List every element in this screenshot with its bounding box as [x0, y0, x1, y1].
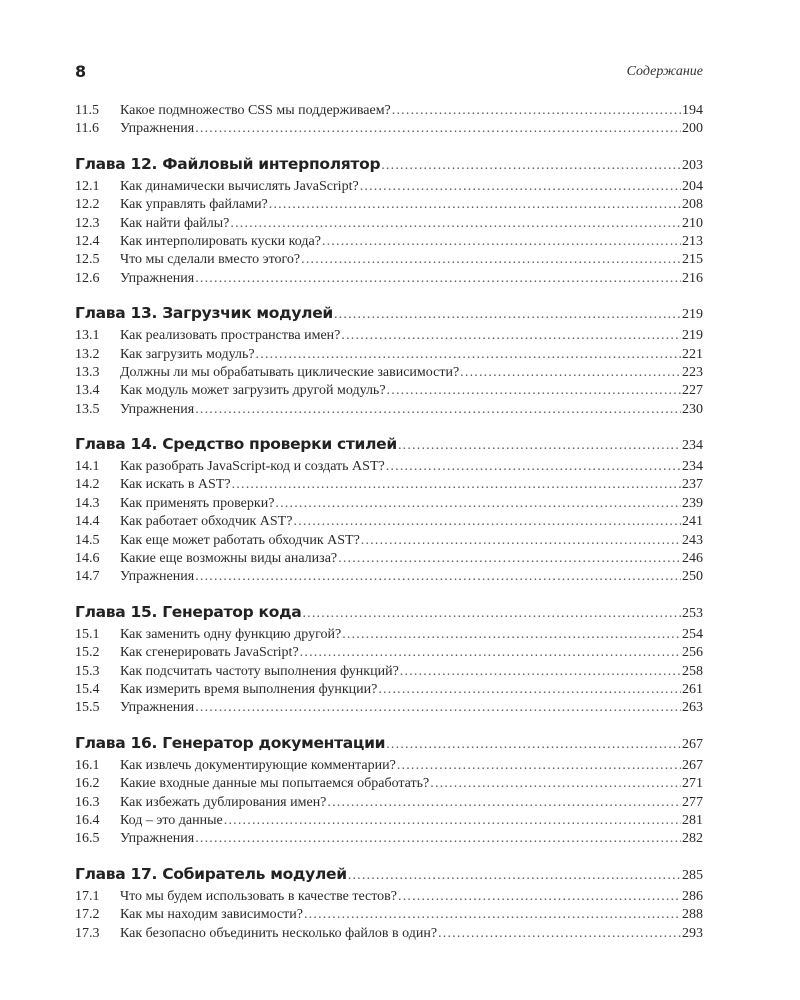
section-title: Как искать в AST?	[120, 477, 231, 493]
section-page: 215	[682, 252, 703, 268]
section-number: 17.2	[75, 907, 100, 923]
section-number: 16.1	[75, 757, 100, 773]
section-number: 16.2	[75, 776, 100, 792]
section-number: 13.2	[75, 346, 100, 362]
section-page: 263	[682, 700, 703, 716]
section-number: 14.7	[75, 569, 100, 585]
table-of-contents	[75, 103, 703, 944]
chapter-title: Глава 17. Собиратель модулей	[75, 864, 347, 883]
section-title: Упражнения	[120, 569, 195, 585]
toc-entry	[75, 328, 703, 346]
chapter-title: Глава 13. Загрузчик модулей	[75, 304, 333, 323]
leader-dots	[195, 831, 681, 847]
leader-dots	[342, 627, 681, 643]
section-title: Упражнения	[120, 401, 195, 417]
leader-dots	[348, 863, 681, 889]
section-title: Как применять проверки?	[120, 495, 275, 511]
section-title: Какие входные данные мы попытаемся обработать?	[120, 776, 430, 792]
toc-entry	[75, 645, 703, 663]
section-page: 200	[682, 121, 703, 137]
leader-dots	[327, 795, 681, 811]
section-title: Код – это данные	[120, 812, 223, 828]
leader-dots	[378, 682, 681, 698]
section-page: 256	[682, 645, 703, 661]
chapter-page: 267	[682, 736, 703, 752]
section-number: 14.2	[75, 477, 100, 493]
leader-dots	[460, 365, 681, 381]
toc-entry	[75, 889, 703, 907]
section-title: Что мы будем использовать в качестве тестов?	[120, 888, 397, 904]
section-number: 16.4	[75, 812, 100, 828]
section-title: Как извлечь документирующие комментарии?	[120, 757, 396, 773]
toc-entry	[75, 907, 703, 925]
section-title: Как измерить время выполнения функции?	[120, 681, 378, 697]
leader-dots	[361, 533, 681, 549]
section-title: Как сгенерировать JavaScript?	[120, 645, 299, 661]
toc-entry	[75, 252, 703, 270]
section-title: Как динамически вычислять JavaScript?	[120, 178, 359, 194]
chapter-page: 253	[682, 605, 703, 621]
chapter-heading	[75, 302, 703, 328]
section-number: 15.5	[75, 700, 100, 716]
section-number: 16.3	[75, 794, 100, 810]
leader-dots	[392, 103, 681, 119]
section-number: 15.3	[75, 663, 100, 679]
leader-dots	[230, 216, 681, 232]
toc-entry	[75, 383, 703, 401]
leader-dots	[275, 496, 681, 512]
chapter-title: Глава 15. Генератор кода	[75, 602, 302, 621]
toc-entry	[75, 831, 703, 849]
section-page: 213	[682, 233, 703, 249]
toc-entry	[75, 926, 703, 944]
chapter-title: Глава 16. Генератор документации	[75, 733, 386, 752]
section-page: 210	[682, 215, 703, 231]
toc-entry	[75, 551, 703, 569]
section-number: 15.2	[75, 645, 100, 661]
section-page: 194	[682, 103, 703, 118]
section-page: 239	[682, 495, 703, 511]
running-title: Содержание	[626, 64, 703, 79]
leader-dots	[430, 776, 681, 792]
section-title: Упражнения	[120, 700, 195, 716]
section-title: Как управлять файлами?	[120, 197, 268, 213]
chapter-heading	[75, 153, 703, 179]
section-page: 208	[682, 197, 703, 213]
toc-entry	[75, 216, 703, 234]
section-title: Как реализовать пространства имен?	[120, 328, 341, 344]
section-page: 277	[682, 794, 703, 810]
section-title: Какие еще возможны виды анализа?	[120, 551, 338, 567]
section-page: 221	[682, 346, 703, 362]
chapter-title: Глава 14. Средство проверки стилей	[75, 435, 397, 454]
chapter-title: Глава 12. Файловый интерполятор	[75, 154, 381, 173]
toc-entry	[75, 459, 703, 477]
section-page: 293	[682, 925, 703, 941]
toc-entry	[75, 514, 703, 532]
section-title: Как работает обходчик AST?	[120, 514, 293, 530]
section-number: 12.1	[75, 178, 100, 194]
section-page: 246	[682, 551, 703, 567]
leader-dots	[301, 252, 681, 268]
section-number: 11.6	[75, 121, 99, 137]
leader-dots	[400, 664, 681, 680]
section-title: Упражнения	[120, 831, 195, 847]
toc-entry	[75, 627, 703, 645]
section-page: 286	[682, 888, 703, 904]
leader-dots	[195, 402, 681, 418]
section-number: 14.3	[75, 495, 100, 511]
section-number: 12.6	[75, 270, 100, 286]
section-page: 216	[682, 270, 703, 286]
chapter-page: 285	[682, 867, 703, 883]
section-title: Как загрузить модуль?	[120, 346, 255, 362]
toc-entry	[75, 813, 703, 831]
leader-dots	[195, 569, 681, 585]
toc-entry	[75, 234, 703, 252]
section-number: 12.2	[75, 197, 100, 213]
section-number: 17.3	[75, 925, 100, 941]
section-page: 271	[682, 776, 703, 792]
section-page: 219	[682, 328, 703, 344]
leader-dots	[398, 889, 681, 905]
toc-entry	[75, 103, 703, 121]
section-number: 13.1	[75, 328, 100, 344]
section-title: Как заменить одну функцию другой?	[120, 626, 342, 642]
section-number: 14.4	[75, 514, 100, 530]
toc-entry	[75, 197, 703, 215]
section-page: 261	[682, 681, 703, 697]
toc-entry	[75, 700, 703, 718]
leader-dots	[232, 477, 681, 493]
leader-dots	[386, 732, 681, 758]
leader-dots	[195, 700, 681, 716]
leader-dots	[334, 302, 681, 328]
page-number: 8	[75, 62, 87, 81]
chapter-heading	[75, 863, 703, 889]
section-title: Упражнения	[120, 121, 195, 137]
leader-dots	[293, 514, 681, 530]
section-title: Как еще может работать обходчик AST?	[120, 532, 360, 548]
leader-dots	[341, 328, 681, 344]
section-page: 281	[682, 812, 703, 828]
leader-dots	[322, 234, 681, 250]
section-title: Как безопасно объединить несколько файлов в один?	[120, 925, 438, 941]
section-title: Как найти файлы?	[120, 215, 230, 231]
chapter-page: 203	[682, 157, 703, 173]
section-title: Как подсчитать частоту выполнения функций?	[120, 663, 399, 679]
section-title: Как разобрать JavaScript-код и создать AST?	[120, 459, 385, 475]
section-number: 12.4	[75, 233, 100, 249]
leader-dots	[304, 907, 681, 923]
section-page: 227	[682, 383, 703, 399]
section-page: 250	[682, 569, 703, 585]
section-page: 223	[682, 364, 703, 380]
section-number: 14.1	[75, 459, 100, 475]
section-number: 12.3	[75, 215, 100, 231]
chapter-page: 234	[682, 438, 703, 454]
section-page: 241	[682, 514, 703, 530]
section-page: 243	[682, 532, 703, 548]
toc-entry	[75, 496, 703, 514]
toc-entry	[75, 758, 703, 776]
toc-entry	[75, 682, 703, 700]
section-number: 12.5	[75, 252, 100, 268]
section-number: 16.5	[75, 831, 100, 847]
section-number: 17.1	[75, 888, 100, 904]
leader-dots	[195, 121, 681, 137]
section-number: 11.5	[75, 103, 99, 118]
leader-dots	[256, 347, 681, 363]
leader-dots	[224, 813, 681, 829]
toc-entry	[75, 402, 703, 420]
leader-dots	[302, 601, 681, 627]
chapter-page: 219	[682, 307, 703, 323]
chapter-heading	[75, 732, 703, 758]
section-page: 267	[682, 757, 703, 773]
leader-dots	[360, 179, 681, 195]
section-title: Какое подмножество CSS мы поддерживаем?	[120, 103, 391, 118]
toc-entry	[75, 121, 703, 139]
section-number: 15.1	[75, 626, 100, 642]
section-number: 13.3	[75, 364, 100, 380]
chapter-heading	[75, 601, 703, 627]
section-page: 204	[682, 178, 703, 194]
section-title: Как интерполировать куски кода?	[120, 233, 321, 249]
section-page: 254	[682, 626, 703, 642]
leader-dots	[338, 551, 681, 567]
section-page: 237	[682, 477, 703, 493]
section-page: 282	[682, 831, 703, 847]
leader-dots	[195, 271, 681, 287]
section-number: 13.4	[75, 383, 100, 399]
toc-entry	[75, 795, 703, 813]
section-title: Должны ли мы обрабатывать циклические зависимости?	[120, 364, 460, 380]
section-number: 14.5	[75, 532, 100, 548]
toc-entry	[75, 569, 703, 587]
leader-dots	[381, 153, 681, 179]
leader-dots	[438, 926, 681, 942]
toc-entry	[75, 664, 703, 682]
section-page: 258	[682, 663, 703, 679]
leader-dots	[386, 459, 681, 475]
section-title: Как избежать дублирования имен?	[120, 794, 327, 810]
leader-dots	[269, 197, 681, 213]
section-page: 288	[682, 907, 703, 923]
toc-entry	[75, 477, 703, 495]
section-title: Как модуль может загрузить другой модуль?	[120, 383, 386, 399]
toc-entry	[75, 533, 703, 551]
section-page: 234	[682, 459, 703, 475]
leader-dots	[397, 758, 681, 774]
leader-dots	[300, 645, 681, 661]
toc-entry	[75, 347, 703, 365]
toc-entry	[75, 365, 703, 383]
toc-entry	[75, 271, 703, 289]
section-page: 230	[682, 401, 703, 417]
leader-dots	[398, 433, 681, 459]
section-title: Упражнения	[120, 270, 195, 286]
section-title: Как мы находим зависимости?	[120, 907, 303, 923]
toc-entry	[75, 179, 703, 197]
section-number: 15.4	[75, 681, 100, 697]
toc-entry	[75, 776, 703, 794]
chapter-heading	[75, 433, 703, 459]
section-number: 14.6	[75, 551, 100, 567]
section-number: 13.5	[75, 401, 100, 417]
section-title: Что мы сделали вместо этого?	[120, 252, 301, 268]
leader-dots	[387, 383, 681, 399]
